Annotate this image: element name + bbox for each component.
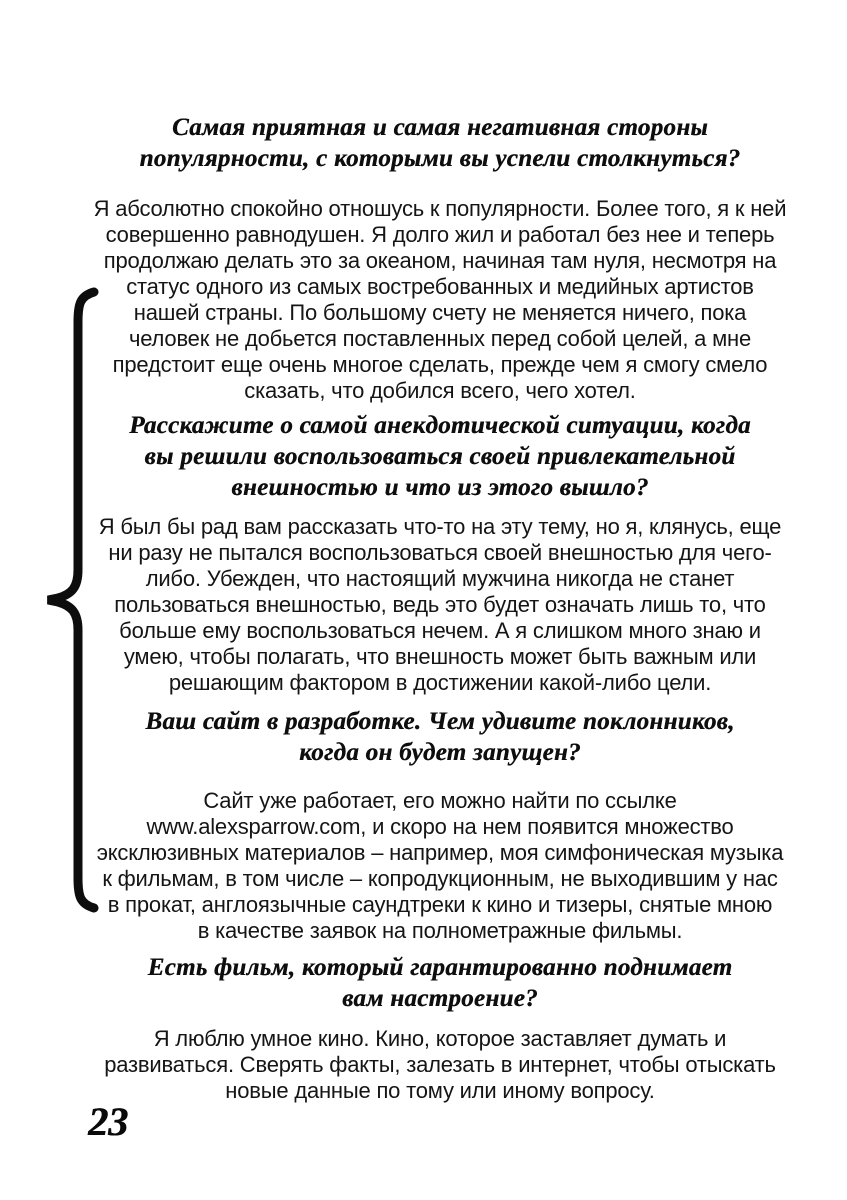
- text-line: в прокат, англоязычные саундтреки к кино и тизеры, снятые мною: [107, 892, 773, 917]
- text-line: статус одного из самых востребованных и медийных артистов: [126, 274, 754, 299]
- text-line: совершенно равнодушен. Я долго жил и работал без нее и теперь: [105, 222, 775, 247]
- curly-brace-decoration: [42, 288, 98, 912]
- text-line: Расскажите о самой анекдотической ситуации, когда: [129, 412, 751, 439]
- interview-answer-4: [75, 1026, 805, 1104]
- text-line: сказать, что добился всего, чего хотел.: [244, 378, 636, 403]
- interview-answer-1: [75, 196, 805, 404]
- text-line: к фильмам, в том числе – копродукционным, не выходившим у нас: [102, 866, 778, 891]
- interview-question-4: [75, 952, 805, 1014]
- text-line: Я абсолютно спокойно отношусь к популярности. Более того, я к ней: [93, 196, 787, 221]
- text-line: новые данные по тому или иному вопросу.: [225, 1078, 655, 1103]
- text-line: умею, чтобы полагать, что внешность может быть важным или: [123, 644, 757, 669]
- text-line: Ваш сайт в разработке. Чем удивите поклонников,: [145, 708, 735, 735]
- text-line: Самая приятная и самая негативная стороны: [171, 114, 709, 141]
- interview-question-1: [75, 112, 805, 174]
- interview-question-2: [75, 410, 805, 503]
- text-line: вам настроение?: [342, 985, 538, 1012]
- text-line: продолжаю делать это за океаном, начиная там нуля, несмотря на: [103, 248, 777, 273]
- text-line: Я был бы рад вам рассказать что-то на эту тему, но я, клянусь, еще: [98, 514, 782, 539]
- text-line: решающим фактором в достижении какой-либо цели.: [168, 670, 712, 695]
- text-line: www.alexsparrow.com, и скоро на нем появится множество: [146, 814, 734, 839]
- text-line: нашей страны. По большому счету не меняется ничего, пока: [133, 300, 747, 325]
- text-line: развиваться. Сверять факты, залезать в интернет, чтобы отыскать: [104, 1052, 776, 1077]
- interview-answer-3: [75, 788, 805, 944]
- text-line: вы решили воспользоваться своей привлекательной: [144, 443, 736, 470]
- interview-answer-2: [75, 514, 805, 696]
- interview-question-3: [75, 706, 805, 768]
- text-line: когда он будет запущен?: [299, 739, 581, 766]
- text-line: либо. Убежден, что настоящий мужчина никогда не станет: [145, 566, 735, 591]
- text-line: в качестве заявок на полнометражные фильмы.: [197, 918, 683, 943]
- text-line: пользоваться внешностью, ведь это будет означать лишь то, что: [114, 592, 766, 617]
- text-line: эксклюзивных материалов – например, моя симфоническая музыка: [96, 840, 784, 865]
- page-number: 23: [88, 1099, 128, 1144]
- text-line: внешностью и что из этого вышло?: [231, 474, 649, 501]
- text-line: Я люблю умное кино. Кино, которое заставляет думать и: [153, 1026, 727, 1051]
- text-line: предстоит еще очень многое сделать, прежде чем я смогу смело: [112, 352, 768, 377]
- text-line: Есть фильм, который гарантированно поднимает: [147, 954, 733, 981]
- text-line: популярности, с которыми вы успели столкнуться?: [139, 145, 741, 172]
- text-line: Сайт уже работает, его можно найти по ссылке: [203, 788, 677, 813]
- text-line: человек не добьется поставленных перед собой целей, а мне: [128, 326, 752, 351]
- text-line: больше ему воспользоваться нечем. А я слишком много знаю и: [119, 618, 761, 643]
- text-line: ни разу не пытался воспользоваться своей внешностью для чего-: [108, 540, 772, 565]
